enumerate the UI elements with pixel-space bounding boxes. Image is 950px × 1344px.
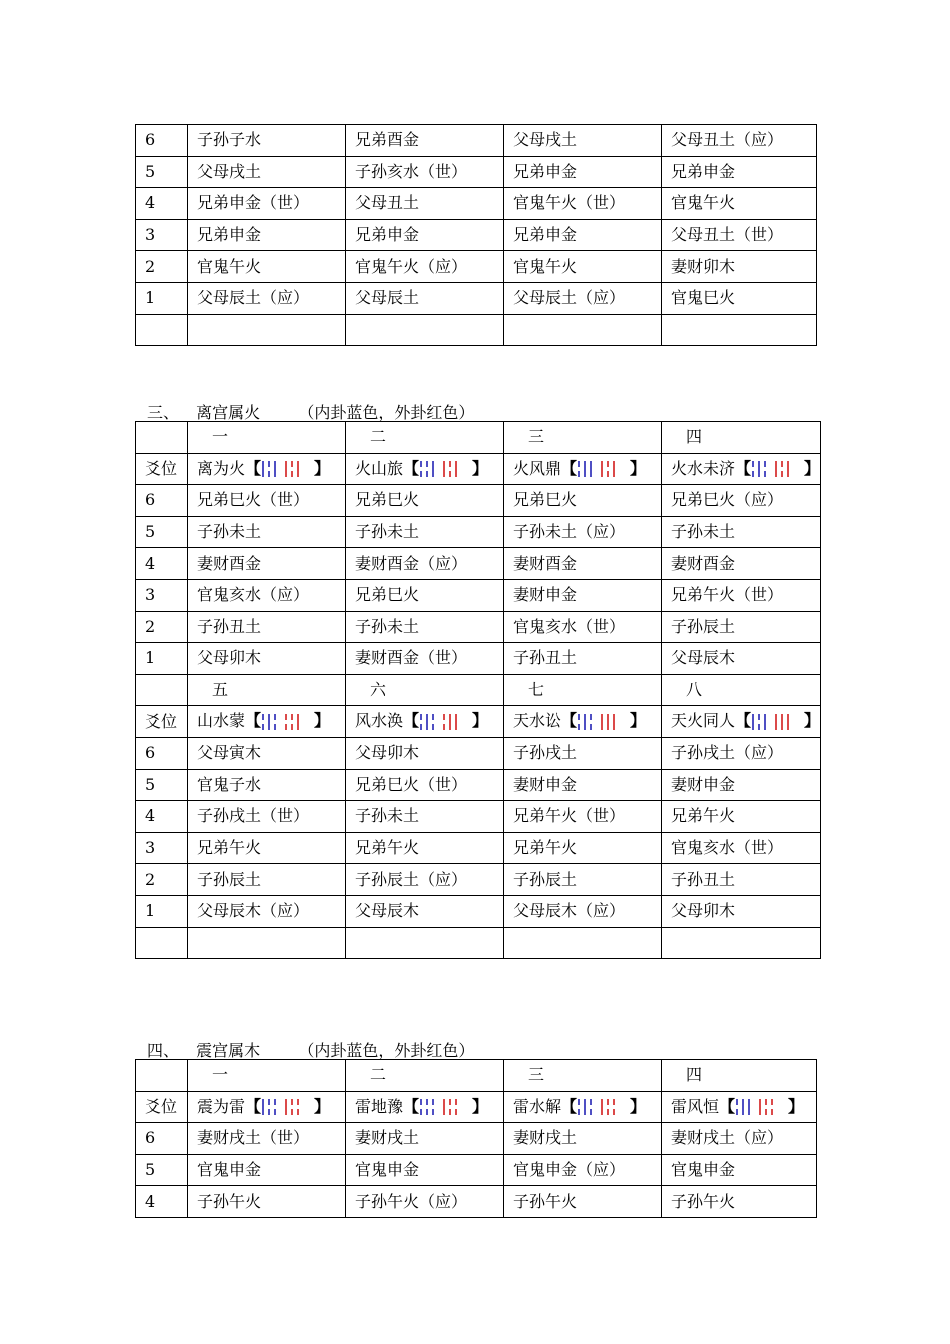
table-row xyxy=(136,219,817,251)
hexagram-symbol xyxy=(736,1098,787,1116)
line-assignment-cell: 子孙午火 xyxy=(504,1186,662,1218)
hexagram-lines-icon xyxy=(420,713,471,731)
hexagram-name: 离为火 xyxy=(197,458,246,478)
line-assignment-cell: 父母卯木 xyxy=(346,737,504,769)
ordinal-cell: 八 xyxy=(662,674,821,706)
left-bracket: 【 xyxy=(561,1096,578,1116)
line-assignment-cell: 子孙午火（应） xyxy=(346,1186,504,1218)
line-assignment-cell: 子孙午火 xyxy=(188,1186,346,1218)
line-assignment-cell: 兄弟巳火（应） xyxy=(662,485,821,517)
left-bracket: 【 xyxy=(735,711,752,731)
hexagram-symbol xyxy=(420,1098,471,1116)
line-assignment-cell: 兄弟酉金 xyxy=(346,125,504,157)
line-assignment-cell: 兄弟巳火 xyxy=(346,579,504,611)
ordinal-row xyxy=(136,674,821,706)
line-position-cell: 4 xyxy=(136,548,188,580)
line-assignment-cell: 子孙戌土 xyxy=(504,737,662,769)
line-assignment-cell: 父母丑土 xyxy=(346,188,504,220)
hexagram-symbol xyxy=(262,713,313,731)
line-assignment-cell: 子孙丑土 xyxy=(188,611,346,643)
hexagram-symbol xyxy=(262,1098,313,1116)
line-assignment-cell xyxy=(188,314,346,346)
line-assignment-cell: 子孙午火 xyxy=(662,1186,817,1218)
hexagram-name: 天火同人 xyxy=(671,711,736,731)
left-bracket: 【 xyxy=(719,1096,736,1116)
line-assignment-cell: 妻财酉金（世） xyxy=(346,643,504,675)
line-assignment-cell: 官鬼申金 xyxy=(346,1154,504,1186)
table-zhen-palace xyxy=(135,1059,817,1218)
line-assignment-cell: 子孙辰土（应） xyxy=(346,864,504,896)
hexagram-cell xyxy=(188,1091,346,1123)
left-bracket: 【 xyxy=(403,711,420,731)
left-bracket: 【 xyxy=(245,711,262,731)
line-assignment-cell xyxy=(504,314,662,346)
line-position-cell: 5 xyxy=(136,156,188,188)
table-row xyxy=(136,188,817,220)
line-assignment-cell: 子孙丑土 xyxy=(662,864,821,896)
line-assignment-cell: 子孙未土 xyxy=(346,516,504,548)
table-row xyxy=(136,832,821,864)
section-4-title: 震宫属木 xyxy=(196,1041,261,1060)
hexagram-row xyxy=(136,1091,817,1123)
ordinal-cell: 七 xyxy=(504,674,662,706)
hexagram-lines-icon xyxy=(420,1098,471,1116)
ordinal-cell: 二 xyxy=(346,422,504,454)
line-assignment-cell: 兄弟午火 xyxy=(188,832,346,864)
table-row xyxy=(136,895,821,927)
hexagram-symbol xyxy=(752,713,803,731)
right-bracket: 】 xyxy=(630,1096,647,1116)
hexagram-cell xyxy=(346,1091,504,1123)
section-3-number: 三、 xyxy=(147,403,180,422)
hexagram-name: 山水蒙 xyxy=(197,711,246,731)
right-bracket: 】 xyxy=(788,1096,805,1116)
hexagram-lines-icon xyxy=(262,713,313,731)
line-assignment-cell: 兄弟申金 xyxy=(662,156,817,188)
line-assignment-cell xyxy=(662,314,817,346)
empty-cell xyxy=(662,927,821,959)
line-assignment-cell: 兄弟申金（世） xyxy=(188,188,346,220)
line-assignment-cell: 官鬼午火 xyxy=(662,188,817,220)
section-3-note: （内卦蓝色，外卦红色） xyxy=(298,403,475,422)
table-row xyxy=(136,251,817,283)
line-position-cell: 4 xyxy=(136,188,188,220)
line-assignment-cell: 子孙辰土 xyxy=(662,611,821,643)
line-assignment-cell: 妻财戌土（应） xyxy=(662,1123,817,1155)
line-assignment-cell: 兄弟午火（世） xyxy=(504,801,662,833)
left-bracket: 【 xyxy=(561,458,578,478)
table-row xyxy=(136,1123,817,1155)
hexagram-symbol xyxy=(420,460,471,478)
ordinal-cell: 二 xyxy=(346,1060,504,1092)
hexagram-cell xyxy=(662,706,821,738)
left-bracket: 【 xyxy=(245,458,262,478)
hexagram-lines-icon xyxy=(578,460,629,478)
line-assignment-cell: 父母辰木（应） xyxy=(188,895,346,927)
hexagram-symbol xyxy=(578,1098,629,1116)
line-assignment-cell: 妻财戌土 xyxy=(504,1123,662,1155)
table-row xyxy=(136,611,821,643)
section-3-heading xyxy=(147,400,474,423)
ordinal-row xyxy=(136,422,821,454)
line-assignment-cell: 父母辰土（应） xyxy=(188,282,346,314)
hexagram-symbol xyxy=(262,460,313,478)
line-assignment-cell: 妻财酉金 xyxy=(662,548,821,580)
line-assignment-cell: 妻财申金 xyxy=(504,579,662,611)
table-row xyxy=(136,801,821,833)
hexagram-cell xyxy=(346,706,504,738)
line-assignment-cell: 子孙丑土 xyxy=(504,643,662,675)
row-label-cell: 爻位 xyxy=(136,453,188,485)
line-assignment-cell: 兄弟午火（世） xyxy=(662,579,821,611)
ordinal-cell: 四 xyxy=(662,1060,817,1092)
line-assignment-cell: 官鬼午火 xyxy=(504,251,662,283)
hexagram-symbol xyxy=(752,460,803,478)
hexagram-name: 火山旅 xyxy=(355,458,404,478)
empty-cell xyxy=(504,927,662,959)
table-row xyxy=(136,516,821,548)
line-assignment-cell: 父母丑土（世） xyxy=(662,219,817,251)
line-position-cell: 1 xyxy=(136,895,188,927)
line-assignment-cell: 父母辰木（应） xyxy=(504,895,662,927)
hexagram-lines-icon xyxy=(262,1098,313,1116)
line-assignment-cell: 官鬼巳火 xyxy=(662,282,817,314)
table-row xyxy=(136,579,821,611)
hexagram-symbol xyxy=(578,713,629,731)
line-assignment-cell: 子孙未土 xyxy=(188,516,346,548)
line-assignment-cell: 子孙子水 xyxy=(188,125,346,157)
left-bracket: 【 xyxy=(245,1096,262,1116)
line-position-cell: 2 xyxy=(136,611,188,643)
line-assignment-cell: 兄弟午火 xyxy=(504,832,662,864)
section-4-number: 四、 xyxy=(147,1041,180,1060)
empty-cell xyxy=(136,674,188,706)
ordinal-row xyxy=(136,1060,817,1092)
line-assignment-cell: 子孙辰土 xyxy=(188,864,346,896)
table-row xyxy=(136,737,821,769)
hexagram-name: 火风鼎 xyxy=(513,458,562,478)
line-assignment-cell: 妻财卯木 xyxy=(662,251,817,283)
left-bracket: 【 xyxy=(403,458,420,478)
line-position-cell: 5 xyxy=(136,516,188,548)
hexagram-cell xyxy=(346,453,504,485)
table-li-palace xyxy=(135,421,821,959)
right-bracket: 】 xyxy=(472,711,489,731)
line-assignment-cell: 子孙亥水（世） xyxy=(346,156,504,188)
line-assignment-cell: 父母辰土 xyxy=(346,282,504,314)
line-assignment-cell: 父母卯木 xyxy=(662,895,821,927)
hexagram-cell xyxy=(188,453,346,485)
line-assignment-cell: 子孙未土 xyxy=(346,611,504,643)
table-row xyxy=(136,927,821,959)
ordinal-cell: 六 xyxy=(346,674,504,706)
line-assignment-cell: 父母戌土 xyxy=(504,125,662,157)
line-assignment-cell: 父母辰木 xyxy=(662,643,821,675)
line-assignment-cell: 官鬼午火 xyxy=(188,251,346,283)
hexagram-symbol xyxy=(578,460,629,478)
line-assignment-cell: 兄弟午火 xyxy=(346,832,504,864)
ordinal-cell: 五 xyxy=(188,674,346,706)
row-label-cell: 爻位 xyxy=(136,706,188,738)
table-row xyxy=(136,314,817,346)
hexagram-cell xyxy=(504,453,662,485)
hexagram-lines-icon xyxy=(578,713,629,731)
hexagram-lines-icon xyxy=(752,460,803,478)
line-assignment-cell: 父母戌土 xyxy=(188,156,346,188)
line-assignment-cell: 子孙辰土 xyxy=(504,864,662,896)
line-assignment-cell: 父母卯木 xyxy=(188,643,346,675)
line-assignment-cell: 兄弟巳火 xyxy=(504,485,662,517)
line-assignment-cell: 官鬼申金 xyxy=(662,1154,817,1186)
line-position-cell: 6 xyxy=(136,737,188,769)
line-position-cell: 5 xyxy=(136,1154,188,1186)
table-row xyxy=(136,1186,817,1218)
hexagram-name: 雷地豫 xyxy=(355,1096,404,1116)
right-bracket: 】 xyxy=(314,1096,331,1116)
empty-cell xyxy=(188,927,346,959)
line-position-cell: 4 xyxy=(136,1186,188,1218)
line-assignment-cell: 妻财酉金 xyxy=(504,548,662,580)
table-row xyxy=(136,125,817,157)
hexagram-name: 天水讼 xyxy=(513,711,562,731)
left-bracket: 【 xyxy=(403,1096,420,1116)
line-assignment-cell: 兄弟申金 xyxy=(504,156,662,188)
table-row xyxy=(136,548,821,580)
right-bracket: 】 xyxy=(630,458,647,478)
line-position-cell: 3 xyxy=(136,219,188,251)
line-assignment-cell: 官鬼子水 xyxy=(188,769,346,801)
line-position-cell: 4 xyxy=(136,801,188,833)
table-row xyxy=(136,864,821,896)
section-4-note: （内卦蓝色，外卦红色） xyxy=(298,1041,475,1060)
hexagram-symbol xyxy=(420,713,471,731)
section-3-title: 离宫属火 xyxy=(196,403,261,422)
table-row xyxy=(136,485,821,517)
line-assignment-cell: 兄弟巳火 xyxy=(346,485,504,517)
table-previous-palace xyxy=(135,124,817,346)
hexagram-cell xyxy=(188,706,346,738)
right-bracket: 】 xyxy=(472,1096,489,1116)
hexagram-name: 雷水解 xyxy=(513,1096,562,1116)
right-bracket: 】 xyxy=(630,711,647,731)
right-bracket: 】 xyxy=(314,711,331,731)
hexagram-lines-icon xyxy=(736,1098,787,1116)
hexagram-name: 火水未济 xyxy=(671,458,736,478)
hexagram-lines-icon xyxy=(578,1098,629,1116)
hexagram-lines-icon xyxy=(420,460,471,478)
line-assignment-cell: 官鬼午火（应） xyxy=(346,251,504,283)
line-assignment-cell: 官鬼亥水（世） xyxy=(504,611,662,643)
empty-cell xyxy=(346,927,504,959)
ordinal-cell: 一 xyxy=(188,422,346,454)
hexagram-cell xyxy=(662,453,821,485)
row-label-cell: 爻位 xyxy=(136,1091,188,1123)
line-assignment-cell: 子孙未土 xyxy=(346,801,504,833)
hexagram-lines-icon xyxy=(262,460,313,478)
hexagram-lines-icon xyxy=(752,713,803,731)
line-assignment-cell: 官鬼亥水（应） xyxy=(188,579,346,611)
empty-cell xyxy=(136,1060,188,1092)
line-assignment-cell: 子孙戌土（世） xyxy=(188,801,346,833)
line-assignment-cell: 父母辰木 xyxy=(346,895,504,927)
hexagram-row xyxy=(136,453,821,485)
line-assignment-cell: 子孙未土 xyxy=(662,516,821,548)
line-assignment-cell: 兄弟巳火（世） xyxy=(346,769,504,801)
line-position-cell: 1 xyxy=(136,282,188,314)
line-assignment-cell: 妻财戌土（世） xyxy=(188,1123,346,1155)
ordinal-cell: 三 xyxy=(504,422,662,454)
table-row xyxy=(136,643,821,675)
line-position-cell: 6 xyxy=(136,125,188,157)
hexagram-name: 震为雷 xyxy=(197,1096,246,1116)
line-assignment-cell: 妻财酉金 xyxy=(188,548,346,580)
line-assignment-cell: 妻财戌土 xyxy=(346,1123,504,1155)
line-assignment-cell: 子孙戌土（应） xyxy=(662,737,821,769)
empty-cell xyxy=(136,422,188,454)
line-position-cell xyxy=(136,314,188,346)
line-position-cell: 5 xyxy=(136,769,188,801)
line-assignment-cell: 兄弟申金 xyxy=(188,219,346,251)
empty-cell xyxy=(136,927,188,959)
line-position-cell: 6 xyxy=(136,485,188,517)
ordinal-cell: 四 xyxy=(662,422,821,454)
line-assignment-cell: 官鬼午火（世） xyxy=(504,188,662,220)
table-row xyxy=(136,156,817,188)
hexagram-cell xyxy=(504,1091,662,1123)
line-position-cell: 3 xyxy=(136,579,188,611)
ordinal-cell: 一 xyxy=(188,1060,346,1092)
line-position-cell: 6 xyxy=(136,1123,188,1155)
line-assignment-cell: 父母寅木 xyxy=(188,737,346,769)
section-4-heading xyxy=(147,1038,474,1061)
line-assignment-cell: 妻财酉金（应） xyxy=(346,548,504,580)
right-bracket: 】 xyxy=(804,458,821,478)
line-assignment-cell: 妻财申金 xyxy=(504,769,662,801)
left-bracket: 【 xyxy=(735,458,752,478)
line-position-cell: 1 xyxy=(136,643,188,675)
table-row xyxy=(136,282,817,314)
line-assignment-cell: 兄弟午火 xyxy=(662,801,821,833)
line-assignment-cell: 官鬼申金（应） xyxy=(504,1154,662,1186)
line-assignment-cell: 父母辰土（应） xyxy=(504,282,662,314)
line-assignment-cell: 妻财申金 xyxy=(662,769,821,801)
line-assignment-cell: 兄弟巳火（世） xyxy=(188,485,346,517)
right-bracket: 】 xyxy=(804,711,821,731)
line-assignment-cell: 兄弟申金 xyxy=(504,219,662,251)
hexagram-cell xyxy=(504,706,662,738)
hexagram-cell xyxy=(662,1091,817,1123)
line-position-cell: 2 xyxy=(136,864,188,896)
line-assignment-cell: 父母丑土（应） xyxy=(662,125,817,157)
line-position-cell: 3 xyxy=(136,832,188,864)
table-row xyxy=(136,1154,817,1186)
hexagram-row xyxy=(136,706,821,738)
line-assignment-cell: 官鬼亥水（世） xyxy=(662,832,821,864)
line-position-cell: 2 xyxy=(136,251,188,283)
line-assignment-cell: 兄弟申金 xyxy=(346,219,504,251)
hexagram-name: 风水涣 xyxy=(355,711,404,731)
ordinal-cell: 三 xyxy=(504,1060,662,1092)
table-row xyxy=(136,769,821,801)
line-assignment-cell: 官鬼申金 xyxy=(188,1154,346,1186)
right-bracket: 】 xyxy=(472,458,489,478)
line-assignment-cell: 子孙未土（应） xyxy=(504,516,662,548)
line-assignment-cell xyxy=(346,314,504,346)
left-bracket: 【 xyxy=(561,711,578,731)
right-bracket: 】 xyxy=(314,458,331,478)
hexagram-name: 雷风恒 xyxy=(671,1096,720,1116)
